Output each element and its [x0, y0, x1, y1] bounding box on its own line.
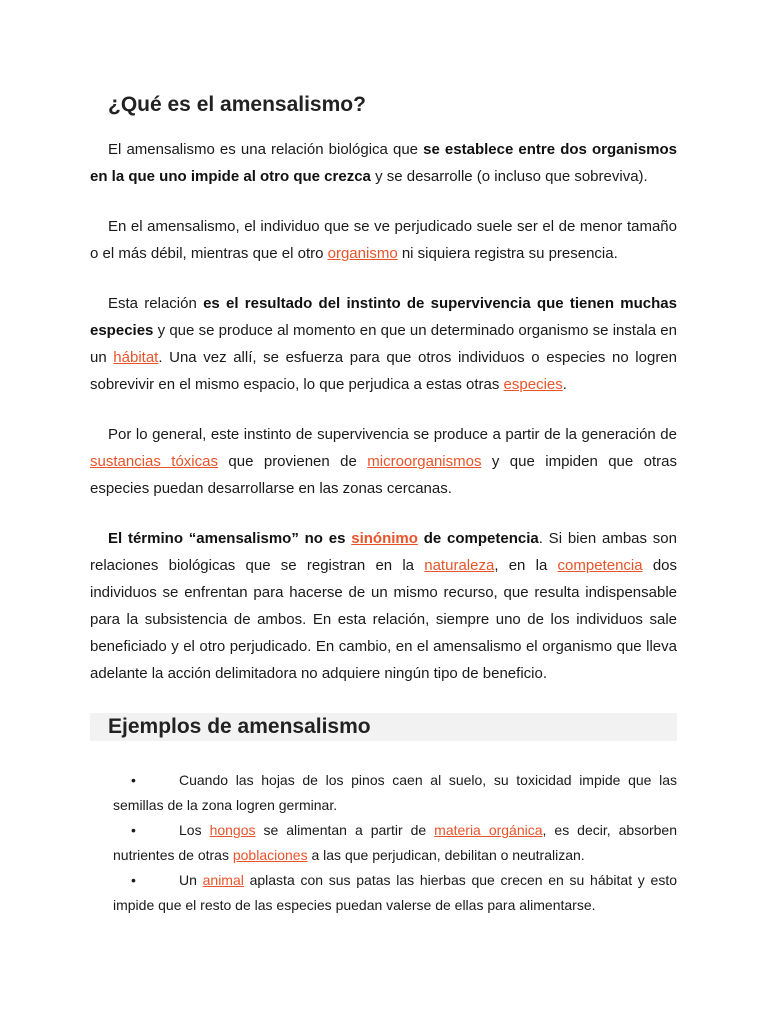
link-hongos[interactable]: hongos [209, 822, 256, 838]
paragraph-definition [90, 136, 677, 190]
text: , es decir, absorben nutrientes de otras [113, 822, 677, 863]
link-naturaleza[interactable]: naturaleza [424, 557, 495, 574]
text: . [562, 376, 567, 393]
link-materia-organica[interactable]: materia orgánica [434, 822, 543, 838]
link-sustancias-toxicas[interactable]: sustancias tóxicas [90, 453, 218, 470]
bullet-icon: • [131, 822, 136, 838]
text: ni siquiera registra su presencia. [397, 245, 618, 262]
link-animal[interactable]: animal [202, 872, 244, 888]
paragraph-competition [90, 525, 677, 687]
bullet-icon: • [131, 772, 136, 788]
heading-ejemplos: Ejemplos de amensalismo [108, 715, 371, 738]
text: . Una vez allí, se esfuerza para que otros individuos o especies no logren sobrevivir en el mismo espacio, lo que perjudica a estas otras [90, 349, 677, 393]
text: Cuando las hojas de los pinos caen al suelo, su toxicidad impide que las semillas de la zona logren germinar. [113, 772, 677, 813]
heading-que-es-amensalismo: ¿Qué es el amensalismo? [108, 93, 366, 116]
text: Los [179, 822, 210, 838]
link-microorganismos[interactable]: microorganismos [367, 453, 482, 470]
text: Un [179, 872, 203, 888]
bold-text: El término “amensalismo” no es [108, 530, 352, 547]
text: , en la [494, 557, 558, 574]
text: y que impiden que otras especies puedan desarrollarse en las zonas cercanas. [90, 453, 677, 497]
text: a las que perjudican, debilitan o neutralizan. [307, 847, 585, 863]
text: El amensalismo es una relación biológica que [108, 141, 424, 158]
text: . Si bien ambas son relaciones biológicas que se registran en la [90, 530, 677, 574]
examples-list [113, 768, 677, 918]
link-poblaciones[interactable]: poblaciones [232, 847, 308, 863]
link-competencia[interactable]: competencia [557, 557, 643, 574]
text: y se desarrolle (o incluso que sobreviva). [370, 168, 648, 185]
paragraph-individuals [90, 213, 677, 267]
text: se alimentan a partir de [255, 822, 435, 838]
list-item [113, 818, 677, 868]
bullet-icon: • [131, 872, 136, 888]
paragraph-survival-instinct [90, 290, 677, 398]
text: y que se produce al momento en que un determinado organismo se instala en un [90, 322, 677, 366]
bold-text: se establece entre dos organismos en la que uno impide al otro que crezca [90, 141, 677, 185]
list-item [113, 868, 677, 918]
text: Esta relación [108, 295, 204, 312]
paragraph-toxic-substances [90, 421, 677, 502]
link-organismo[interactable]: organismo [327, 245, 398, 262]
text: En el amensalismo, el individuo que se ve perjudicado suele ser el de menor tamaño o el más débil, mientras que el otro [90, 218, 677, 262]
text: Por lo general, este instinto de supervivencia se produce a partir de la generación de [108, 426, 677, 443]
bold-text: es el resultado del instinto de supervivencia que tienen muchas especies [90, 295, 677, 339]
text: dos individuos se enfrentan para hacerse de un mismo recurso, que resulta indispensable para la subsistencia de ambos. En esta relación, siempre uno de los individuos sale beneficiado y el otro perjudicado. En cambio, en el amensalismo el organismo que lleva adelante la acción delimitadora no adquiere ningún tipo de beneficio. [90, 557, 678, 682]
text: que provienen de [217, 453, 368, 470]
link-sinonimo[interactable]: sinónimo [351, 530, 418, 547]
list-item [113, 768, 677, 818]
link-habitat[interactable]: hábitat [113, 349, 159, 366]
bold-text: de competencia [417, 530, 539, 547]
text: aplasta con sus patas las hierbas que crecen en su hábitat y esto impide que el resto de las especies puedan valerse de ellas para alimentarse. [113, 872, 677, 913]
link-especies[interactable]: especies [503, 376, 563, 393]
